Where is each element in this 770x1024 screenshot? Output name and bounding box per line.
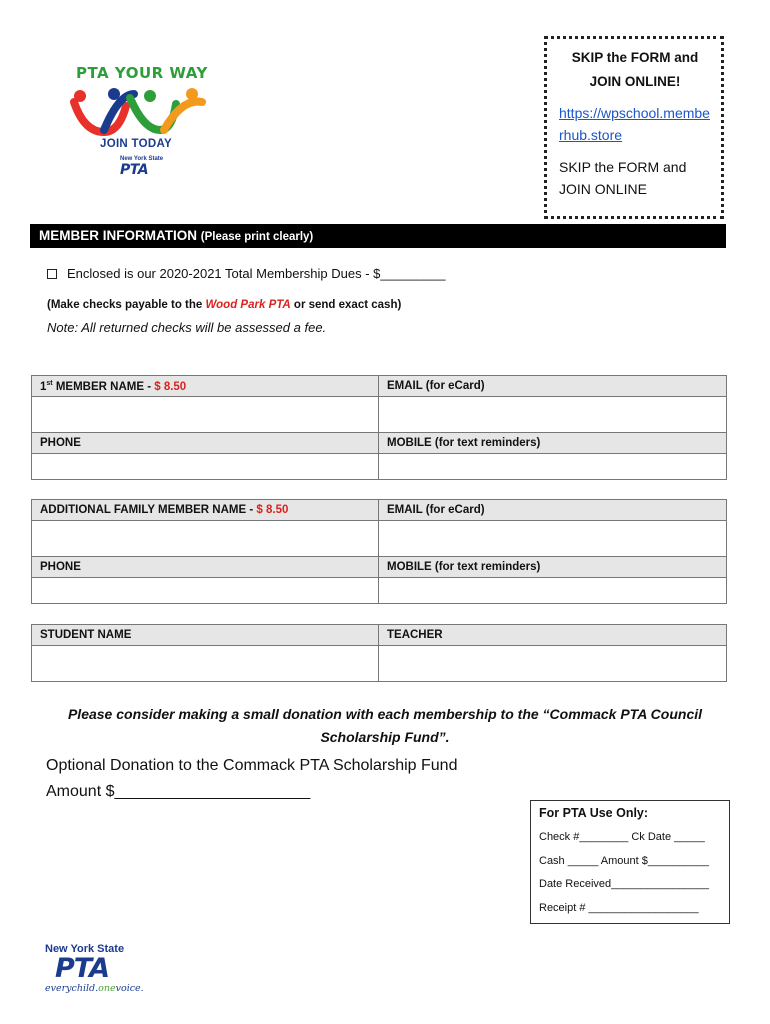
student-table	[31, 624, 727, 682]
pta-use-only-box	[530, 800, 730, 924]
dues-text: Enclosed is our 2020-2021 Total Membership Dues - $_________	[67, 266, 446, 281]
member1-email-field[interactable]	[379, 397, 727, 433]
member1-name-field[interactable]	[32, 397, 379, 433]
returned-check-note: Note: All returned checks will be assessed a fee.	[47, 320, 327, 335]
nys-pta-logo	[45, 943, 155, 1003]
skip-box-footer: SKIP the FORM and JOIN ONLINE	[559, 159, 687, 197]
nys-logo-pta: PTA	[55, 953, 110, 984]
member1-mobile-field[interactable]	[379, 454, 727, 480]
pta-use-cash-row: Cash _____ Amount $__________	[539, 854, 710, 867]
payable-org: Wood Park PTA	[205, 299, 291, 311]
member-information-header	[30, 224, 726, 248]
member2-phone-label: PHONE	[32, 557, 379, 578]
skip-box-title: SKIP the FORM and JOIN ONLINE!	[571, 50, 699, 89]
member2-mobile-field[interactable]	[379, 578, 727, 604]
pta-use-receipt-row: Receipt # __________________	[539, 901, 699, 914]
member2-email-label: EMAIL (for eCard)	[379, 500, 727, 521]
member2-mobile-label: MOBILE (for text reminders)	[379, 557, 727, 578]
logo-org-pta: PTA	[120, 162, 149, 178]
member1-phone-label: PHONE	[32, 433, 379, 454]
donation-amount-field[interactable]: Amount $______________________	[46, 783, 311, 800]
pta-use-title: For PTA Use Only:	[539, 806, 649, 820]
student-name-label: STUDENT NAME	[32, 625, 379, 646]
member2-phone-field[interactable]	[32, 578, 379, 604]
payable-prefix: (Make checks payable to the	[47, 299, 206, 311]
student-name-field[interactable]	[32, 646, 379, 682]
member1-phone-field[interactable]	[32, 454, 379, 480]
payable-note	[47, 299, 401, 311]
teacher-label: TEACHER	[379, 625, 727, 646]
member1-email-label: EMAIL (for eCard)	[379, 376, 727, 397]
skip-form-box	[544, 36, 724, 219]
join-today-text: JOIN TODAY	[100, 138, 173, 150]
member2-table	[31, 499, 727, 604]
logo-title: PTA YOUR WAY	[76, 64, 208, 82]
member1-mobile-label: MOBILE (for text reminders)	[379, 433, 727, 454]
payable-suffix: or send exact cash)	[290, 299, 402, 311]
donation-appeal: Please consider making a small donation with each membership to the “Commack PTA Council Scholarship Fund”.	[67, 706, 703, 745]
teacher-field[interactable]	[379, 646, 727, 682]
member2-name-field[interactable]	[32, 521, 379, 557]
nys-logo-tagline: everychild.onevoice.	[45, 983, 144, 994]
join-online-link[interactable]: https://wpschool.memberhub.store	[559, 105, 710, 143]
nys-logo-top: New York State	[45, 943, 125, 955]
dues-line	[47, 266, 445, 281]
member2-name-label: ADDITIONAL FAMILY MEMBER NAME - $ 8.50	[32, 500, 379, 521]
member1-name-label: 1st MEMBER NAME - $ 8.50	[32, 376, 379, 397]
section-subtitle: (Please print clearly)	[200, 231, 314, 243]
pta-use-check-row: Check #________ Ck Date _____	[539, 831, 705, 843]
member2-email-field[interactable]	[379, 521, 727, 557]
dues-checkbox[interactable]	[47, 269, 57, 279]
donation-section	[46, 753, 457, 805]
section-title: MEMBER INFORMATION	[39, 228, 197, 243]
donation-optional-text: Optional Donation to the Commack PTA Scholarship Fund	[46, 757, 458, 774]
logo-org-small: New York State	[120, 156, 164, 162]
member1-table	[31, 375, 727, 480]
pta-your-way-logo	[60, 62, 225, 182]
pta-use-date-row: Date Received________________	[539, 878, 710, 890]
people-figures-icon	[64, 84, 214, 144]
